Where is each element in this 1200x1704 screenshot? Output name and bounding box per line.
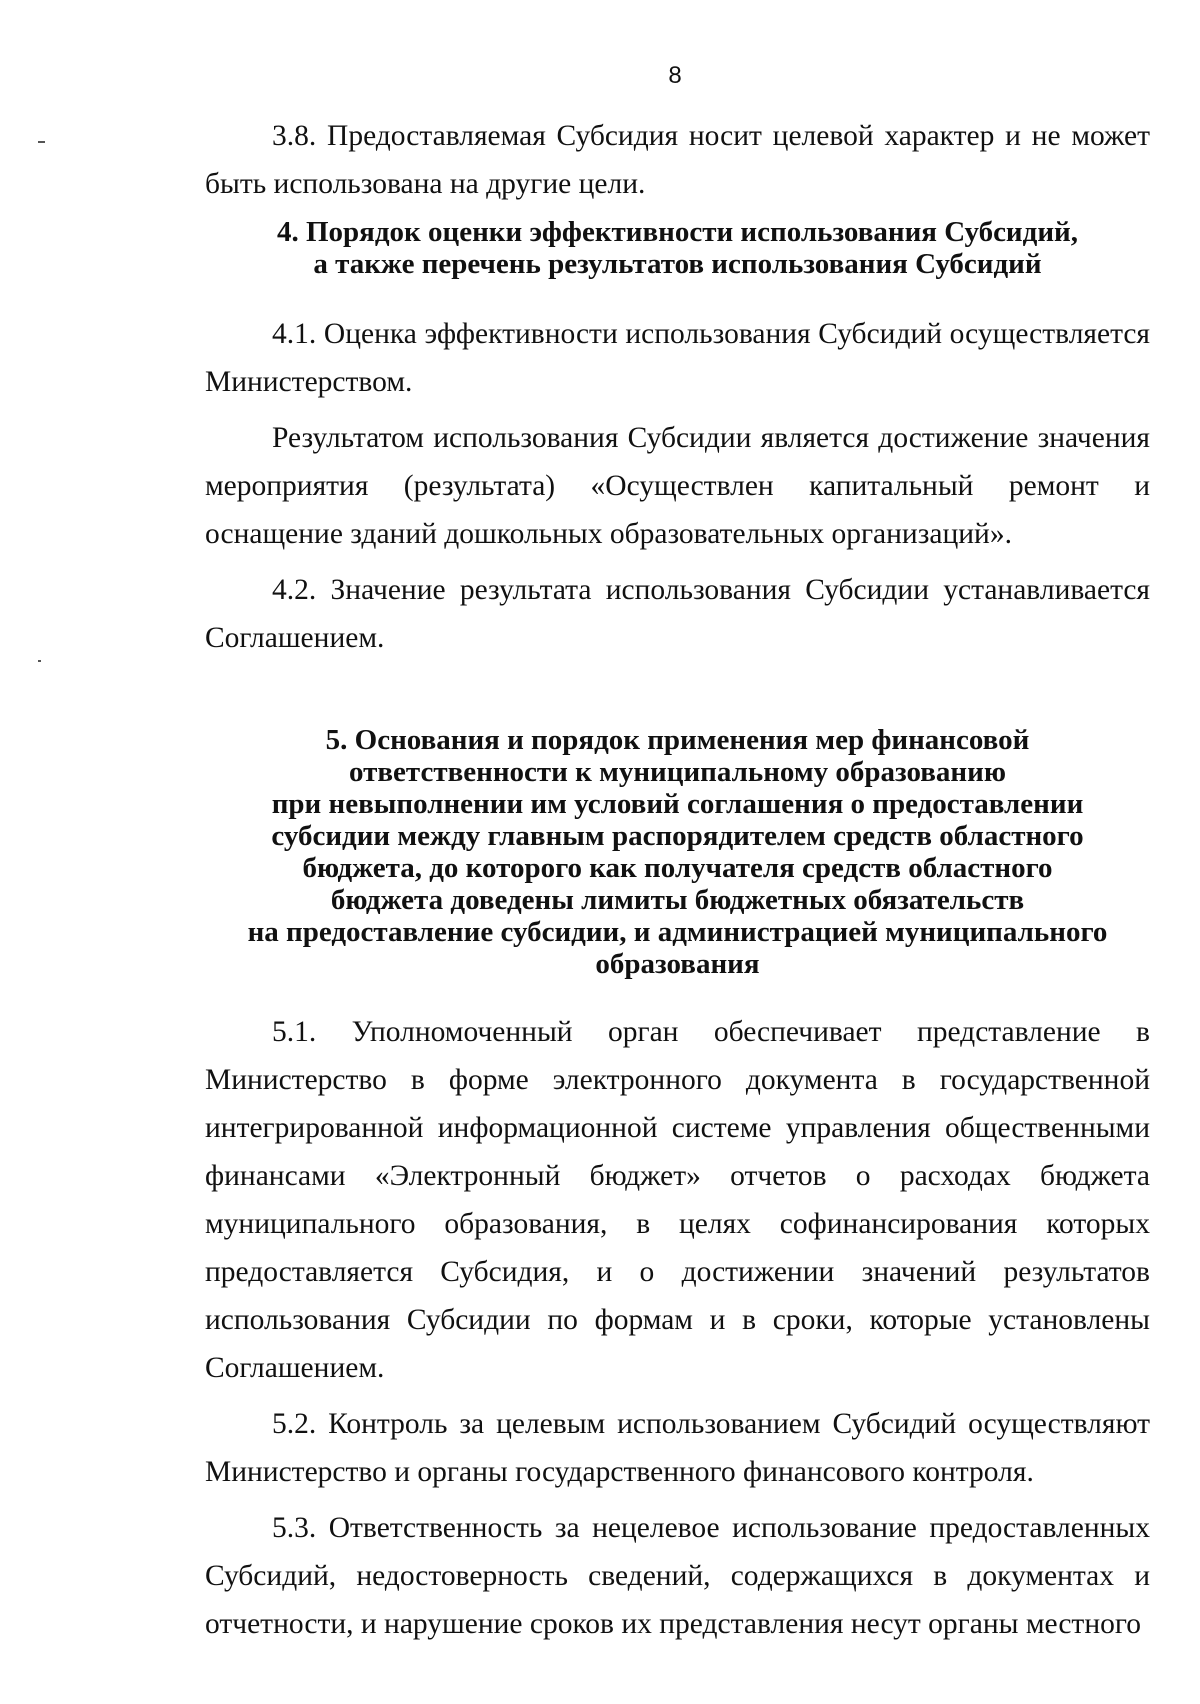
heading-line: бюджета доведены лимиты бюджетных обязательств [330,884,1025,916]
section-5-heading [205,724,1150,980]
scan-mark [38,141,45,143]
heading-line: на предоставление субсидии, и администрацией муниципального [247,916,1108,948]
document-body [205,112,1150,1648]
paragraph-4-1: 4.1. Оценка эффективности использования Субсидий осуществляется Министерством. [205,318,1150,398]
heading-line: 4. Порядок оценки эффективности использования Субсидий, [277,216,1078,248]
paragraph-5-1: 5.1. Уполномоченный орган обеспечивает представление в Министерство в форме электронного документа в государственной интегрированной информационной системе управления общественными финансами «Электронный бюджет» отчетов о расходах бюджета муниципального образования, в целях софинансирования которых предоставляется Субсидия, и о достижении значений результатов использования Субсидии по формам и в сроки, которые установлены Соглашением. [205,1016,1150,1384]
heading-line: 5. Основания и порядок применения мер финансовой [325,724,1030,756]
heading-line: бюджета, до которого как получателя средств областного [302,852,1053,884]
paragraph-4-1-result: Результатом использования Субсидии является достижение значения мероприятия (результата) «Осуществлен капитальный ремонт и оснащение зданий дошкольных образовательных организаций». [205,422,1150,550]
page-number: 8 [668,62,682,89]
section-4-heading [205,216,1150,280]
heading-line: ответственности к муниципальному образованию [348,756,1007,788]
heading-line: при невыполнении им условий соглашения о предоставлении [271,788,1084,820]
paragraph-5-2: 5.2. Контроль за целевым использованием Субсидий осуществляют Министерство и органы государственного финансового контроля. [205,1408,1150,1488]
paragraph-5-3: 5.3. Ответственность за нецелевое использование предоставленных Субсидий, недостоверность сведений, содержащихся в документах и отчетности, и нарушение сроков их представления несут органы местного [205,1512,1150,1640]
heading-line: а также перечень результатов использования Субсидий [313,248,1042,280]
paragraph-4-2: 4.2. Значение результата использования Субсидии устанавливается Соглашением. [205,574,1150,654]
paragraph-3-8: 3.8. Предоставляемая Субсидия носит целевой характер и не может быть использована на другие цели. [205,120,1150,200]
scan-mark [38,660,41,662]
heading-line: образования [595,948,760,980]
heading-line: субсидии между главным распорядителем средств областного [271,820,1084,852]
